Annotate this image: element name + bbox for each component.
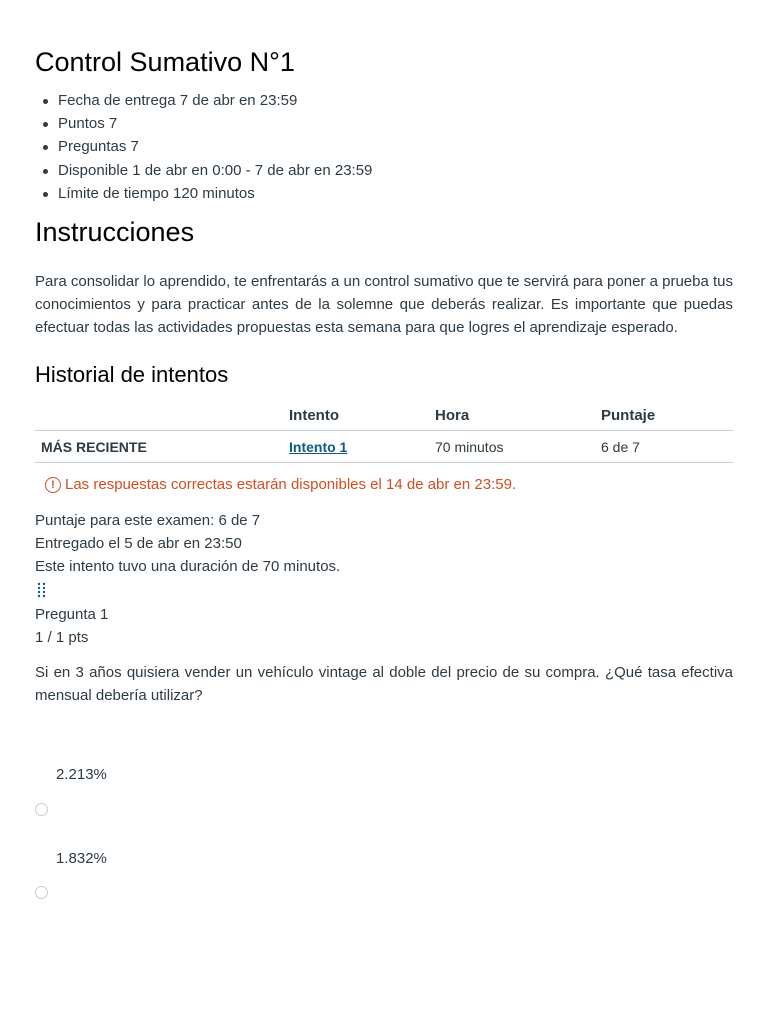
attempt-history-heading: Historial de intentos bbox=[35, 362, 229, 387]
question-text: Si en 3 años quisiera vender un vehículo vintage al doble del precio de su compra. ¿Qué tasa efectiva mensual debería utilizar? bbox=[35, 664, 733, 704]
availability-item: Disponible 1 de abr en 0:00 - 7 de abr en 23:59 bbox=[58, 159, 372, 182]
attempt-link[interactable]: Intento 1 bbox=[289, 438, 348, 455]
submitted-date: Entregado el 5 de abr en 23:50 bbox=[35, 535, 242, 553]
attempt-history-table bbox=[35, 400, 733, 463]
most-recent-label: MÁS RECIENTE bbox=[35, 431, 283, 463]
instructions-text: Para consolidar lo aprendido, te enfrentarás a un control sumativo que te servirá para poner a prueba tus conocimientos y para practicar antes de la solemne que deberás realizar. Es importante que puedas efectuar todas las actividades propuestas esta semana para que logres el aprendizaje esperado. bbox=[35, 273, 733, 336]
attempt-duration: Este intento tuvo una duración de 70 minutos. bbox=[35, 558, 341, 576]
column-header-score: Puntaje bbox=[595, 400, 733, 431]
question-points: 1 / 1 pts bbox=[35, 629, 89, 646]
score-cell: 6 de 7 bbox=[595, 431, 733, 463]
exam-score: Puntaje para este examen: 6 de 7 bbox=[35, 512, 261, 529]
due-date-item: Fecha de entrega 7 de abr en 23:59 bbox=[58, 89, 372, 112]
warning-icon: ! bbox=[45, 477, 61, 493]
table-row bbox=[35, 431, 733, 463]
time-cell: 70 minutos bbox=[429, 431, 595, 463]
column-header-empty bbox=[35, 400, 283, 431]
answer-radio[interactable] bbox=[35, 803, 48, 816]
points-item: Puntos 7 bbox=[58, 112, 372, 135]
attempt-cell bbox=[283, 431, 429, 463]
drag-handle-icon[interactable] bbox=[37, 582, 47, 598]
questions-item: Preguntas 7 bbox=[58, 135, 372, 158]
answer-radio[interactable] bbox=[35, 886, 48, 899]
quiz-title: Control Sumativo N°1 bbox=[35, 47, 295, 77]
quiz-details-list bbox=[35, 89, 372, 205]
question-title: Pregunta 1 bbox=[35, 606, 109, 623]
answer-label: 1.832% bbox=[56, 850, 107, 867]
correct-answers-notice bbox=[45, 474, 516, 496]
attempt-summary bbox=[35, 509, 340, 579]
time-limit-item: Límite de tiempo 120 minutos bbox=[58, 182, 372, 205]
notice-text: Las respuestas correctas estarán disponibles el 14 de abr en 23:59. bbox=[65, 476, 517, 493]
column-header-attempt: Intento bbox=[283, 400, 429, 431]
column-header-time: Hora bbox=[429, 400, 595, 431]
instructions-heading: Instrucciones bbox=[35, 217, 195, 247]
table-header-row bbox=[35, 400, 733, 431]
answer-label: 2.213% bbox=[56, 766, 107, 783]
